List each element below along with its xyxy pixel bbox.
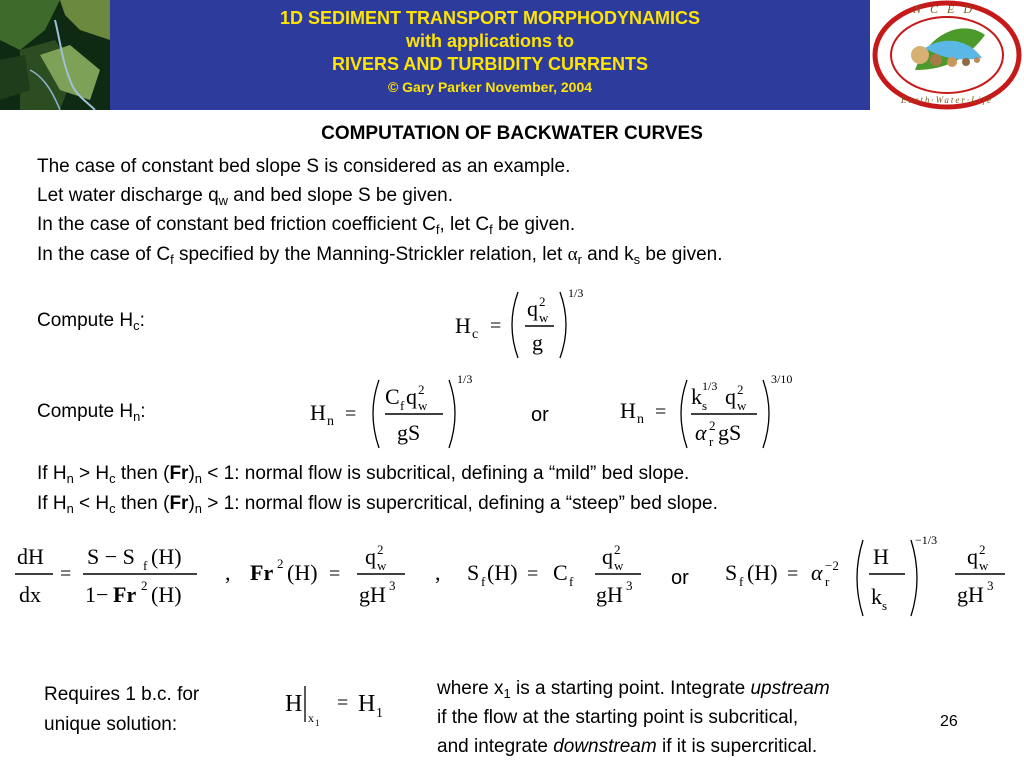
condition-subcritical: If $H_n > H_c$ then $(Fr)_n < 1$: normal flow is subcritical, defining a “mild” bed slope. [37,463,690,486]
backwater-equations [5,528,1020,638]
svg-text:1: 1 [376,706,383,721]
intro-line-1: The case of constant bed slope S is considered as an example. [37,156,571,177]
svg-text:C: C [553,560,568,585]
svg-text:=: = [655,401,667,423]
svg-text:1/3: 1/3 [568,286,584,300]
svg-text:=: = [345,403,357,425]
svg-text:C: C [385,384,400,409]
svg-text:k: k [691,384,702,409]
where-line-2: if the flow at the starting point is subcritical, [437,707,799,728]
svg-text:2: 2 [614,542,621,557]
header-title-line1: 1D SEDIMENT TRANSPORT MORPHODYNAMICS [279,8,701,28]
equation-hn-constant-cf [305,368,495,458]
intro-line-4: In the case of $C_f$ specified by the Manning-Strickler relation, let $\alpha_r$ and $k_s$ be given. [37,244,723,267]
svg-text:r: r [825,574,830,589]
header-banner [110,0,870,110]
svg-text:2: 2 [709,418,716,433]
boundary-condition-equation [280,676,395,736]
svg-text:w: w [377,558,387,573]
requires-line-2: unique solution: [44,714,178,735]
svg-text:2: 2 [979,542,986,557]
svg-text:Fr: Fr [113,582,137,607]
svg-text:q: q [725,384,736,409]
satellite-image [0,0,110,110]
svg-text:gH: gH [957,582,984,607]
svg-text:s: s [882,598,888,613]
svg-text:(H): (H) [151,544,182,569]
svg-text:,: , [225,560,231,585]
equation-hn-manning [615,368,825,458]
svg-text:2: 2 [277,556,284,571]
header-title-line3: RIVERS AND TURBIDITY CURRENTS [331,54,649,74]
svg-text:q: q [527,296,538,321]
where-line-1: where $x_1$ is a starting point. Integrate upstream [437,678,830,701]
svg-text:f: f [481,574,486,589]
intro-line-3: In the case of constant bed friction coefficient $C_f$, let $C_f$ be given. [37,214,576,237]
svg-text:c: c [472,327,479,342]
svg-text:S: S [467,560,480,585]
svg-text:q: q [365,544,376,569]
equation-hc [450,280,610,360]
svg-text:S: S [725,560,738,585]
condition-supercritical: If $H_n < H_c$ then $(Fr)_n > 1$: normal flow is supercritical, defining a “steep” bed slope. [37,493,718,516]
svg-text:2: 2 [539,294,546,309]
or-label-1: or [531,404,549,426]
svg-text:H: H [358,691,376,717]
svg-text:1/3: 1/3 [702,379,718,393]
requires-line-1: Requires 1 b.c. for [44,684,200,705]
svg-text:3: 3 [389,578,396,593]
svg-text:dH: dH [17,544,44,569]
svg-text:2: 2 [377,542,384,557]
svg-text:q: q [967,544,978,569]
svg-text:2: 2 [141,578,148,593]
svg-text:2: 2 [418,382,425,397]
svg-text:w: w [614,558,624,573]
svg-text:n: n [327,414,334,429]
svg-text:H: H [620,398,636,423]
svg-text:H: H [455,313,471,338]
compute-hc-label: Compute $H_c$: [37,310,145,333]
svg-text:1: 1 [315,718,320,728]
svg-text:H: H [873,544,889,569]
svg-text:=: = [329,563,341,585]
svg-text:x: x [308,711,314,725]
svg-text:f: f [569,574,574,589]
where-line-3: and integrate downstream if it is supercritical. [437,736,818,757]
svg-text:,: , [435,560,441,585]
svg-text:2: 2 [737,382,744,397]
svg-text:gS: gS [718,420,742,445]
page-number: 26 [940,713,958,730]
svg-text:1−: 1− [85,582,109,607]
svg-text:=: = [60,563,72,585]
svg-text:=: = [787,563,799,585]
header-title-line2: with applications to [405,31,574,51]
svg-text:q: q [406,384,417,409]
svg-text:=: = [490,315,502,337]
svg-text:α: α [695,420,707,445]
or-label-2: or [671,567,689,589]
svg-text:H: H [310,400,326,425]
svg-text:3: 3 [626,578,633,593]
intro-line-2: Let water discharge $q_w$ and bed slope S be given. [37,185,454,208]
svg-text:(H): (H) [747,560,778,585]
svg-text:α: α [811,560,823,585]
svg-text:gS: gS [397,420,421,445]
svg-text:w: w [418,398,428,413]
svg-text:H: H [285,691,303,717]
svg-text:gH: gH [596,582,623,607]
svg-text:g: g [532,330,543,355]
svg-text:−2: −2 [825,558,839,573]
svg-text:n: n [637,412,644,427]
svg-text:r: r [709,434,714,449]
svg-text:(H): (H) [287,560,318,585]
nced-logo [870,0,1024,110]
svg-text:−1/3: −1/3 [915,533,938,547]
svg-text:Earth·Water·Life: Earth·Water·Life [900,95,994,105]
svg-text:=: = [527,563,539,585]
header-copyright: © Gary Parker November, 2004 [387,79,593,95]
svg-text:q: q [602,544,613,569]
svg-text:f: f [739,574,744,589]
svg-text:w: w [539,310,549,325]
svg-text:Fr: Fr [250,560,274,585]
svg-text:3: 3 [987,578,994,593]
compute-hn-label: Compute $H_n$: [37,401,146,424]
svg-text:3/10: 3/10 [771,372,793,386]
svg-text:S − S: S − S [87,544,135,569]
svg-text:dx: dx [19,582,41,607]
svg-text:f: f [400,398,405,413]
svg-text:gH: gH [359,582,386,607]
svg-text:1/3: 1/3 [457,372,473,386]
svg-text:f: f [143,558,148,573]
svg-text:w: w [979,558,989,573]
svg-text:w: w [737,398,747,413]
svg-text:(H): (H) [487,560,518,585]
svg-text:s: s [702,398,708,413]
svg-text:(H): (H) [151,582,182,607]
logo-lettering: NCED [912,2,982,16]
svg-text:=: = [337,692,349,714]
slide-title: COMPUTATION OF BACKWATER CURVES [321,123,703,144]
svg-text:k: k [871,584,882,609]
